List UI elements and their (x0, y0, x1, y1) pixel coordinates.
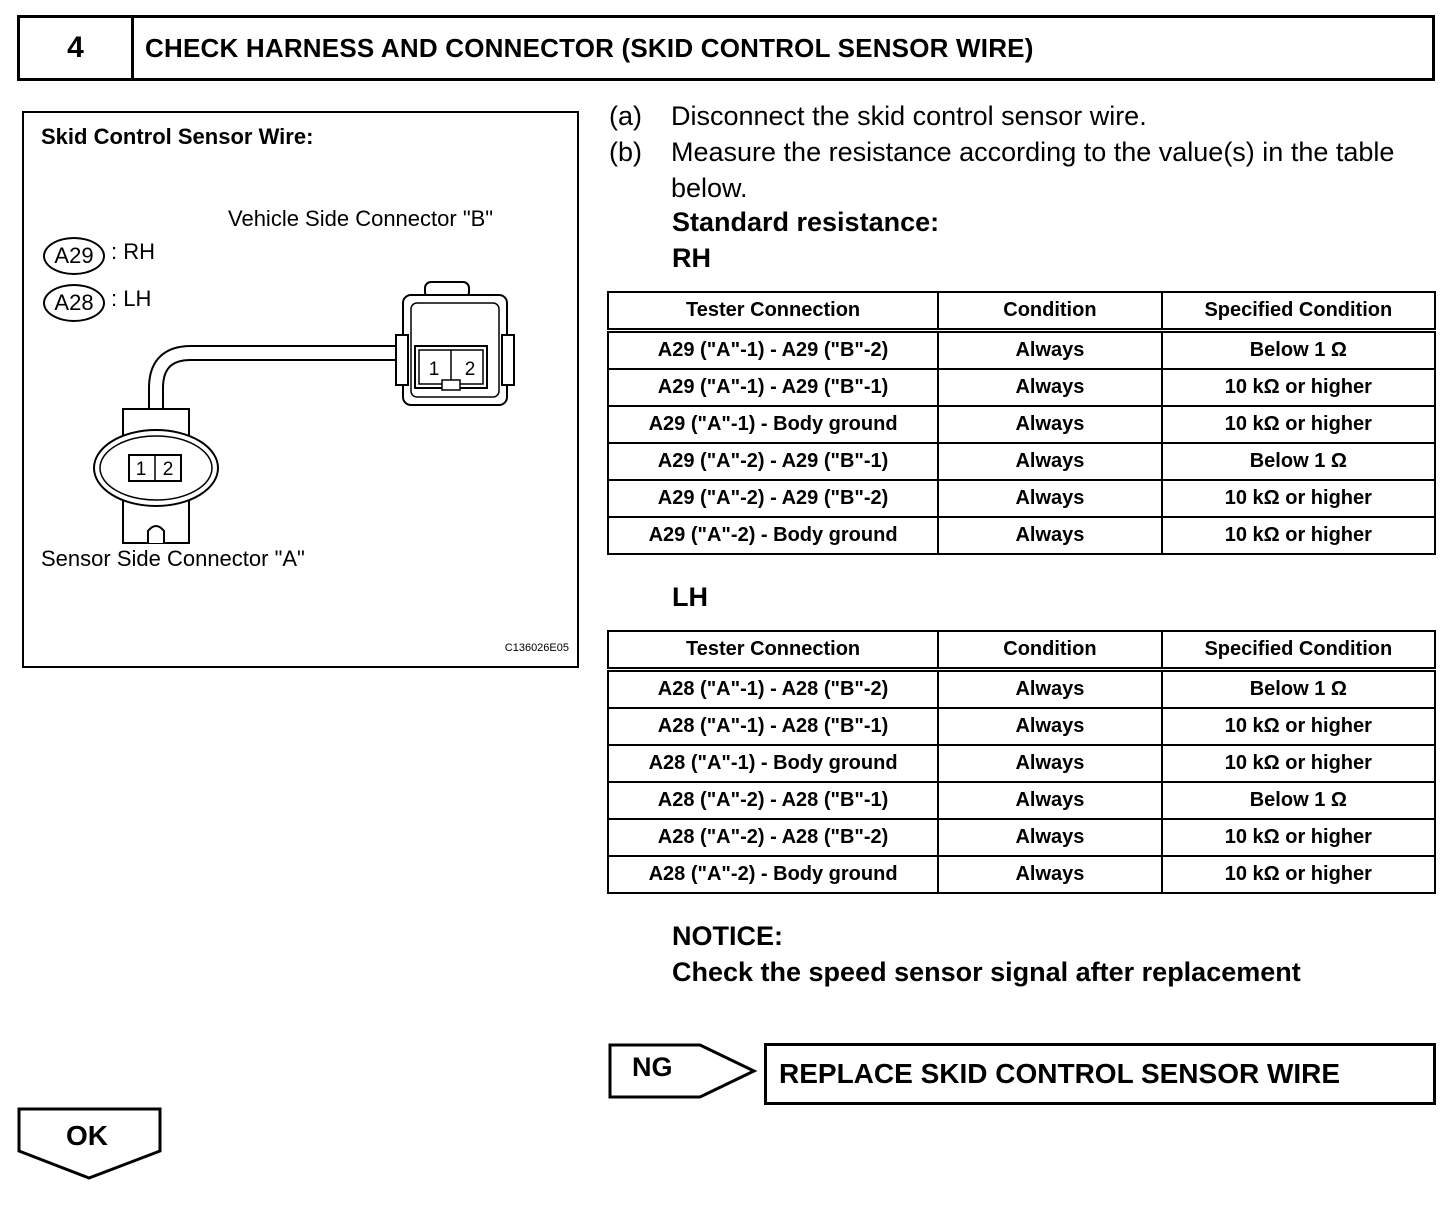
cell-specified: 10 kΩ or higher (1162, 480, 1435, 517)
step-a-key: (a) (609, 101, 642, 131)
header-tester-connection: Tester Connection (608, 631, 938, 670)
cell-condition: Always (938, 406, 1162, 443)
standard-resistance-label: Standard resistance: (672, 207, 940, 237)
table-row (608, 517, 1435, 554)
cell-connection: A28 ("A"-1) - Body ground (608, 745, 938, 782)
table-row (608, 745, 1435, 782)
cell-connection: A28 ("A"-1) - A28 ("B"-1) (608, 708, 938, 745)
cell-specified: 10 kΩ or higher (1162, 745, 1435, 782)
vehicle-connector-b-shape (396, 282, 514, 405)
header-condition: Condition (938, 631, 1162, 670)
notice-text: Check the speed sensor signal after replacement (672, 957, 1301, 987)
table-row (608, 708, 1435, 745)
cell-specified: Below 1 Ω (1162, 443, 1435, 480)
cell-connection: A29 ("A"-1) - Body ground (608, 406, 938, 443)
step-b-text: Measure the resistance according to the value(s) in the table below. (671, 137, 1395, 203)
table-row (608, 782, 1435, 819)
table-row (608, 819, 1435, 856)
legend-code-rh: A29 (43, 237, 105, 275)
step-number: 4 (20, 18, 134, 78)
sensor-connector-label: Sensor Side Connector "A" (41, 546, 305, 571)
cell-specified: 10 kΩ or higher (1162, 819, 1435, 856)
cell-condition: Always (938, 670, 1162, 709)
cell-connection: A29 ("A"-2) - Body ground (608, 517, 938, 554)
table-row (608, 331, 1435, 370)
ng-label: NG (632, 1052, 673, 1082)
step-header (17, 15, 1435, 81)
vehicle-pin-2: 2 (464, 359, 476, 380)
table-row (608, 480, 1435, 517)
table-row (608, 406, 1435, 443)
cell-connection: A29 ("A"-1) - A29 ("B"-2) (608, 331, 938, 370)
cell-specified: Below 1 Ω (1162, 782, 1435, 819)
cell-specified: 10 kΩ or higher (1162, 517, 1435, 554)
wire-outline (156, 353, 399, 413)
sensor-pin-2: 2 (162, 459, 174, 480)
cell-specified: 10 kΩ or higher (1162, 406, 1435, 443)
cell-specified: 10 kΩ or higher (1162, 369, 1435, 406)
table-row (608, 369, 1435, 406)
vehicle-connector-label: Vehicle Side Connector "B" (228, 206, 494, 231)
sensor-connector-a-shape (94, 409, 218, 543)
connector-diagram (22, 111, 579, 668)
cell-specified: Below 1 Ω (1162, 670, 1435, 709)
cell-condition: Always (938, 480, 1162, 517)
step-a-text: Disconnect the skid control sensor wire. (671, 101, 1147, 131)
rh-label: RH (672, 243, 711, 273)
table-header-row (608, 631, 1435, 670)
lh-resistance-table (607, 630, 1436, 894)
cell-connection: A29 ("A"-2) - A29 ("B"-2) (608, 480, 938, 517)
cell-condition: Always (938, 331, 1162, 370)
cell-condition: Always (938, 369, 1162, 406)
cell-condition: Always (938, 819, 1162, 856)
header-tester-connection: Tester Connection (608, 292, 938, 331)
cell-condition: Always (938, 443, 1162, 480)
figure-image-code: C136026E05 (504, 642, 569, 654)
figure-title: Skid Control Sensor Wire: (41, 124, 314, 149)
step-title: CHECK HARNESS AND CONNECTOR (SKID CONTROL SENSOR WIRE) (145, 32, 1034, 63)
ok-label: OK (66, 1120, 108, 1151)
legend-code-lh: A28 (43, 284, 105, 322)
cell-connection: A28 ("A"-2) - Body ground (608, 856, 938, 893)
cell-connection: A29 ("A"-2) - A29 ("B"-1) (608, 443, 938, 480)
cell-condition: Always (938, 782, 1162, 819)
cell-connection: A28 ("A"-1) - A28 ("B"-2) (608, 670, 938, 709)
cell-condition: Always (938, 517, 1162, 554)
cell-specified: Below 1 Ω (1162, 331, 1435, 370)
table-row (608, 856, 1435, 893)
header-specified-condition: Specified Condition (1162, 292, 1435, 331)
cell-connection: A29 ("A"-1) - A29 ("B"-1) (608, 369, 938, 406)
rh-resistance-table (607, 291, 1436, 555)
cell-condition: Always (938, 856, 1162, 893)
table-row (608, 670, 1435, 709)
cell-condition: Always (938, 745, 1162, 782)
connector-drawing (24, 113, 581, 670)
table-row (608, 443, 1435, 480)
cell-connection: A28 ("A"-2) - A28 ("B"-1) (608, 782, 938, 819)
header-condition: Condition (938, 292, 1162, 331)
step-b-key: (b) (609, 137, 642, 167)
legend-side-lh: : LH (111, 286, 152, 311)
ng-arrow-shape (608, 1043, 758, 1099)
wire-fill (156, 353, 399, 413)
ng-result-box: REPLACE SKID CONTROL SENSOR WIRE (764, 1043, 1436, 1105)
table-header-row (608, 292, 1435, 331)
vehicle-pin-1: 1 (428, 359, 440, 380)
cell-connection: A28 ("A"-2) - A28 ("B"-2) (608, 819, 938, 856)
header-specified-condition: Specified Condition (1162, 631, 1435, 670)
cell-specified: 10 kΩ or higher (1162, 708, 1435, 745)
notice-title: NOTICE: (672, 921, 783, 951)
legend-side-rh: : RH (111, 239, 155, 264)
cell-specified: 10 kΩ or higher (1162, 856, 1435, 893)
lh-label: LH (672, 582, 708, 612)
sensor-pin-1: 1 (135, 459, 147, 480)
cell-condition: Always (938, 708, 1162, 745)
